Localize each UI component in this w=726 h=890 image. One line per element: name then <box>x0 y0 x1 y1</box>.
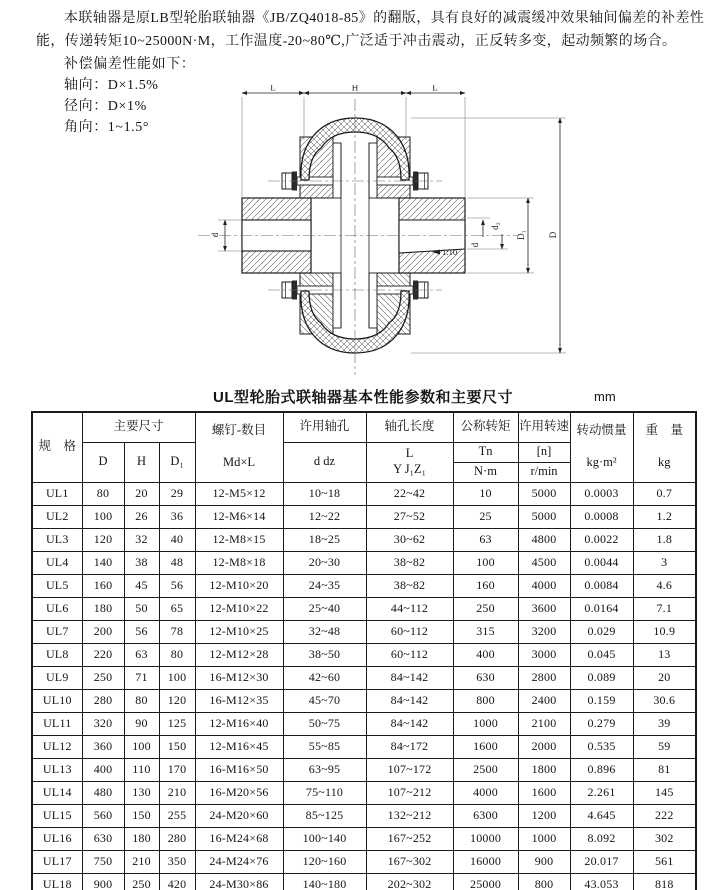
header-torque-unit: N·m <box>453 462 518 482</box>
table-cell: 20 <box>124 482 159 505</box>
table-cell: 100 <box>453 551 518 574</box>
table-cell: 2000 <box>518 735 570 758</box>
header-screws <box>195 412 283 482</box>
table-cell: UL17 <box>32 850 82 873</box>
table-cell: 1.8 <box>633 528 696 551</box>
table-cell: 1800 <box>518 758 570 781</box>
table-cell: 3000 <box>518 643 570 666</box>
table-cell: 140 <box>82 551 124 574</box>
table-cell: 145 <box>633 781 696 804</box>
table-cell: 10 <box>453 482 518 505</box>
table-cell: 900 <box>518 850 570 873</box>
intro-line-2: 能，传递转矩10~25000N·M，工作温度-20~80℃,广泛适于冲击震动，正反转多变，起动频繁的场合。 <box>36 34 677 49</box>
table-cell: 12-M6×14 <box>195 505 283 528</box>
table-cell: UL3 <box>32 528 82 551</box>
table-row <box>32 620 696 643</box>
table-cell: 80 <box>159 643 195 666</box>
table-cell: 50 <box>124 597 159 620</box>
header-bore-length: 轴孔长度 <box>366 412 453 442</box>
table-cell: 0.0164 <box>570 597 633 620</box>
intro-line-1: 本联轴器是原LB型轮胎联轴器《JB/ZQ4018-85》的翻版，具有良好的减震缓冲效果轴间偏差的补差性 <box>64 11 705 26</box>
table-cell: UL1 <box>32 482 82 505</box>
header-torque: 公称转矩 <box>453 412 518 442</box>
header-speed-symbol: [n] <box>518 442 570 462</box>
table-cell: 818 <box>633 873 696 890</box>
table-cell: 39 <box>633 712 696 735</box>
table-cell: 750 <box>82 850 124 873</box>
table-cell: 65 <box>159 597 195 620</box>
table-cell: UL6 <box>32 597 82 620</box>
header-col-D: D <box>82 442 124 482</box>
table-cell: 56 <box>159 574 195 597</box>
table-cell: 78 <box>159 620 195 643</box>
header-bore-length-sub <box>366 442 453 482</box>
dim-label-L-right: L <box>432 85 438 93</box>
table-row <box>32 850 696 873</box>
table-cell: 12-M10×22 <box>195 597 283 620</box>
table-cell: 10~18 <box>283 482 366 505</box>
table-row <box>32 551 696 574</box>
table-cell: 63 <box>453 528 518 551</box>
table-cell: 2400 <box>518 689 570 712</box>
table-cell: 25 <box>453 505 518 528</box>
dim-label-L-left: L <box>270 85 276 93</box>
table-cell: 8.092 <box>570 827 633 850</box>
table-cell: 0.535 <box>570 735 633 758</box>
table-cell: 50~75 <box>283 712 366 735</box>
table-row <box>32 758 696 781</box>
table-cell: 100~140 <box>283 827 366 850</box>
table-cell: 44~112 <box>366 597 453 620</box>
header-bore-sub: d dz <box>283 442 366 482</box>
table-row <box>32 712 696 735</box>
header-inertia-unit: kg·m² <box>586 455 617 470</box>
table-cell: 12~22 <box>283 505 366 528</box>
table-cell: 400 <box>82 758 124 781</box>
table-cell: 561 <box>633 850 696 873</box>
table-cell: 180 <box>82 597 124 620</box>
table-cell: 2800 <box>518 666 570 689</box>
table-cell: 25~40 <box>283 597 366 620</box>
table-cell: 100 <box>124 735 159 758</box>
table-cell: 400 <box>453 643 518 666</box>
table-cell: 16000 <box>453 850 518 873</box>
table-cell: 4.645 <box>570 804 633 827</box>
table-cell: 29 <box>159 482 195 505</box>
table-cell: 81 <box>633 758 696 781</box>
table-cell: 80 <box>124 689 159 712</box>
header-col-D1: D₁ <box>159 442 195 482</box>
table-cell: 60~112 <box>366 643 453 666</box>
table-cell: 5000 <box>518 505 570 528</box>
table-cell: 30.6 <box>633 689 696 712</box>
table-cell: 24-M24×76 <box>195 850 283 873</box>
table-cell: 0.045 <box>570 643 633 666</box>
header-speed: 许用转速 <box>518 412 570 442</box>
table-cell: 38~82 <box>366 551 453 574</box>
table-cell: 45 <box>124 574 159 597</box>
table-cell: 84~142 <box>366 712 453 735</box>
table-cell: 10.9 <box>633 620 696 643</box>
table-cell: 0.089 <box>570 666 633 689</box>
table-cell: 12-M8×15 <box>195 528 283 551</box>
table-cell: 250 <box>124 873 159 890</box>
table-cell: 12-M16×40 <box>195 712 283 735</box>
table-cell: 280 <box>159 827 195 850</box>
table-cell: 110 <box>124 758 159 781</box>
table-cell: 12-M16×45 <box>195 735 283 758</box>
table-cell: 38 <box>124 551 159 574</box>
table-cell: 255 <box>159 804 195 827</box>
table-cell: 24~35 <box>283 574 366 597</box>
table-cell: 125 <box>159 712 195 735</box>
coupling-drawing <box>170 85 620 385</box>
table-cell: 27~52 <box>366 505 453 528</box>
table-cell: 0.896 <box>570 758 633 781</box>
table-cell: UL9 <box>32 666 82 689</box>
offset-spec-axial: 轴向：D×1.5% <box>64 78 159 93</box>
table-cell: 350 <box>159 850 195 873</box>
table-cell: 12-M10×20 <box>195 574 283 597</box>
table-cell: 18~25 <box>283 528 366 551</box>
table-cell: 2.261 <box>570 781 633 804</box>
table-cell: 210 <box>159 781 195 804</box>
table-cell: 560 <box>82 804 124 827</box>
header-weight-unit: kg <box>658 455 671 470</box>
table-cell: 4800 <box>518 528 570 551</box>
table-cell: 315 <box>453 620 518 643</box>
table-title: UL型轮胎式联轴器基本性能参数和主要尺寸 <box>213 389 513 406</box>
table-cell: 0.159 <box>570 689 633 712</box>
table-cell: 120 <box>159 689 195 712</box>
header-torque-symbol: Tn <box>453 442 518 462</box>
table-cell: UL15 <box>32 804 82 827</box>
table-cell: 630 <box>453 666 518 689</box>
header-main-dims: 主要尺寸 <box>82 412 195 442</box>
header-screws-label: 螺钉-数目 <box>211 423 267 438</box>
table-cell: 1200 <box>518 804 570 827</box>
table-cell: 480 <box>82 781 124 804</box>
table-cell: 0.0022 <box>570 528 633 551</box>
table-cell: 3 <box>633 551 696 574</box>
table-cell: 0.0044 <box>570 551 633 574</box>
table-cell: 4000 <box>518 574 570 597</box>
table-cell: 900 <box>82 873 124 890</box>
table-cell: 107~172 <box>366 758 453 781</box>
table-cell: 2500 <box>453 758 518 781</box>
table-row <box>32 873 696 890</box>
table-cell: 71 <box>124 666 159 689</box>
table-cell: 3200 <box>518 620 570 643</box>
table-cell: 150 <box>159 735 195 758</box>
table-cell: 59 <box>633 735 696 758</box>
table-cell: 167~302 <box>366 850 453 873</box>
table-cell: 200 <box>82 620 124 643</box>
table-cell: 1000 <box>518 827 570 850</box>
table-row <box>32 505 696 528</box>
offset-spec-angular: 角向：1~1.5° <box>64 120 150 135</box>
table-cell: 20.017 <box>570 850 633 873</box>
offset-heading: 补偿偏差性能如下： <box>64 57 196 72</box>
table-cell: 800 <box>518 873 570 890</box>
table-cell: 0.0003 <box>570 482 633 505</box>
bore-len-sub2: Y J₁Z₁ <box>393 462 426 476</box>
dim-label-d-left: d <box>210 232 220 238</box>
table-cell: UL11 <box>32 712 82 735</box>
table-cell: 210 <box>124 850 159 873</box>
table-cell: 60~112 <box>366 620 453 643</box>
table-cell: 75~110 <box>283 781 366 804</box>
table-cell: 84~142 <box>366 689 453 712</box>
table-cell: 160 <box>82 574 124 597</box>
table-cell: 42~60 <box>283 666 366 689</box>
offset-spec-radial: 径向：D×1% <box>64 99 147 114</box>
table-cell: UL13 <box>32 758 82 781</box>
table-row <box>32 643 696 666</box>
table-cell: 4.6 <box>633 574 696 597</box>
table-cell: 22~42 <box>366 482 453 505</box>
table-row <box>32 804 696 827</box>
table-cell: 2100 <box>518 712 570 735</box>
table-cell: 320 <box>82 712 124 735</box>
table-cell: 180 <box>124 827 159 850</box>
table-row <box>32 597 696 620</box>
table-cell: 85~125 <box>283 804 366 827</box>
table-cell: 5000 <box>518 482 570 505</box>
table-cell: 38~50 <box>283 643 366 666</box>
table-cell: UL18 <box>32 873 82 890</box>
table-cell: 13 <box>633 643 696 666</box>
table-cell: 222 <box>633 804 696 827</box>
table-cell: 12-M5×12 <box>195 482 283 505</box>
table-cell: 26 <box>124 505 159 528</box>
table-cell: 7.1 <box>633 597 696 620</box>
table-cell: 107~212 <box>366 781 453 804</box>
table-cell: 100 <box>82 505 124 528</box>
table-cell: 630 <box>82 827 124 850</box>
table-cell: 4500 <box>518 551 570 574</box>
table-cell: 32 <box>124 528 159 551</box>
table-cell: 63~95 <box>283 758 366 781</box>
header-inertia <box>570 412 633 482</box>
table-cell: 16-M24×68 <box>195 827 283 850</box>
table-row <box>32 735 696 758</box>
table-cell: 40 <box>159 528 195 551</box>
table-cell: 250 <box>453 597 518 620</box>
table-cell: 0.0008 <box>570 505 633 528</box>
table-cell: 20~30 <box>283 551 366 574</box>
header-spec: 规 格 <box>32 412 82 482</box>
table-cell: 302 <box>633 827 696 850</box>
unit-label: mm <box>594 389 616 404</box>
table-cell: 32~48 <box>283 620 366 643</box>
table-cell: 80 <box>82 482 124 505</box>
table-cell: 4000 <box>453 781 518 804</box>
table-cell: 55~85 <box>283 735 366 758</box>
table-row <box>32 781 696 804</box>
table-cell: UL7 <box>32 620 82 643</box>
table-cell: 43.053 <box>570 873 633 890</box>
table-cell: 360 <box>82 735 124 758</box>
table-cell: 24-M30×86 <box>195 873 283 890</box>
spec-table <box>31 411 697 890</box>
table-cell: 0.7 <box>633 482 696 505</box>
table-cell: 1600 <box>518 781 570 804</box>
table-cell: 170 <box>159 758 195 781</box>
table-cell: UL16 <box>32 827 82 850</box>
table-cell: 0.0084 <box>570 574 633 597</box>
taper-label: 1:10 <box>442 247 458 257</box>
header-weight <box>633 412 696 482</box>
table-cell: 140~180 <box>283 873 366 890</box>
table-cell: 100 <box>159 666 195 689</box>
table-cell: UL10 <box>32 689 82 712</box>
table-row <box>32 689 696 712</box>
table-cell: 130 <box>124 781 159 804</box>
table-cell: UL2 <box>32 505 82 528</box>
table-cell: 150 <box>124 804 159 827</box>
table-cell: 3600 <box>518 597 570 620</box>
dim-label-H: H <box>351 85 359 93</box>
table-cell: 16-M16×50 <box>195 758 283 781</box>
table-cell: 63 <box>124 643 159 666</box>
table-cell: 280 <box>82 689 124 712</box>
table-cell: 132~212 <box>366 804 453 827</box>
table-row <box>32 528 696 551</box>
table-cell: 800 <box>453 689 518 712</box>
table-cell: UL5 <box>32 574 82 597</box>
table-cell: 167~252 <box>366 827 453 850</box>
table-cell: UL4 <box>32 551 82 574</box>
table-cell: 6300 <box>453 804 518 827</box>
table-cell: 1000 <box>453 712 518 735</box>
table-cell: 84~142 <box>366 666 453 689</box>
table-body <box>32 482 696 890</box>
table-row <box>32 482 696 505</box>
table-cell: 420 <box>159 873 195 890</box>
table-cell: 16-M20×56 <box>195 781 283 804</box>
table-cell: 0.279 <box>570 712 633 735</box>
table-cell: 12-M10×25 <box>195 620 283 643</box>
table-cell: 202~302 <box>366 873 453 890</box>
table-cell: 16-M12×35 <box>195 689 283 712</box>
table-cell: 220 <box>82 643 124 666</box>
table-cell: UL14 <box>32 781 82 804</box>
table-cell: UL12 <box>32 735 82 758</box>
table-cell: 10000 <box>453 827 518 850</box>
table-cell: 48 <box>159 551 195 574</box>
table-cell: 120~160 <box>283 850 366 873</box>
header-bore: 许用轴孔 <box>283 412 366 442</box>
header-col-H: H <box>124 442 159 482</box>
table-cell: UL8 <box>32 643 82 666</box>
table-cell: 16-M12×30 <box>195 666 283 689</box>
table-cell: 30~62 <box>366 528 453 551</box>
dim-label-d-right: d <box>470 242 480 248</box>
table-cell: 25000 <box>453 873 518 890</box>
table-cell: 24-M20×60 <box>195 804 283 827</box>
table-cell: 90 <box>124 712 159 735</box>
table-cell: 160 <box>453 574 518 597</box>
table-row <box>32 666 696 689</box>
table-cell: 1600 <box>453 735 518 758</box>
bore-len-sub1: L <box>405 446 414 461</box>
dim-label-D1: D₁ <box>516 230 526 240</box>
table-row <box>32 574 696 597</box>
table-cell: 20 <box>633 666 696 689</box>
dim-label-d2: d₂ <box>490 222 500 230</box>
table-cell: 0.029 <box>570 620 633 643</box>
table-row <box>32 827 696 850</box>
header-speed-unit: r/min <box>518 462 570 482</box>
dim-label-D: D <box>548 231 558 239</box>
table-cell: 1.2 <box>633 505 696 528</box>
table-cell: 45~70 <box>283 689 366 712</box>
table-cell: 12-M8×18 <box>195 551 283 574</box>
table-cell: 84~172 <box>366 735 453 758</box>
header-screws-sub: Md×L <box>222 455 256 470</box>
table-cell: 12-M12×28 <box>195 643 283 666</box>
table-cell: 250 <box>82 666 124 689</box>
table-cell: 56 <box>124 620 159 643</box>
table-cell: 38~82 <box>366 574 453 597</box>
header-weight-label: 重 量 <box>645 423 684 438</box>
table-cell: 120 <box>82 528 124 551</box>
header-inertia-label: 转动惯量 <box>576 423 627 438</box>
table-cell: 36 <box>159 505 195 528</box>
